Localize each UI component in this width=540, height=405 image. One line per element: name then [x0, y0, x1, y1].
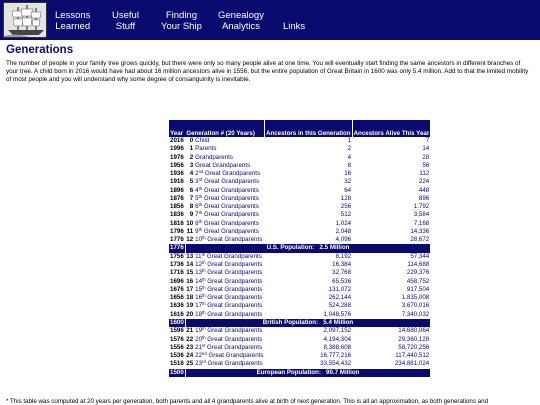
row-label-text: Great Grandparents [203, 227, 259, 235]
table-row [169, 145, 430, 153]
row-label-ordinal: 17 [195, 302, 203, 310]
row-year: 1736 [170, 261, 184, 268]
row-ancestors: 524,288 [328, 302, 352, 310]
row-label-text: Great Grandparents [207, 294, 263, 301]
row-ancestors: 256 [340, 203, 352, 210]
row-alive: 28 [422, 153, 430, 161]
table-row [169, 187, 430, 195]
row-generation-number: 10 [186, 219, 194, 227]
table-header-row [169, 120, 430, 137]
row-label-ordinal: 15 [195, 285, 203, 293]
row-alive: 458,752 [406, 277, 430, 285]
row-label-suffix: th [198, 218, 203, 224]
table-row [169, 195, 430, 203]
row-year: 1576 [170, 335, 184, 343]
row-label-ordinal: 5 [195, 194, 199, 202]
row-generation-number: 2 [189, 153, 194, 161]
row-generation-number: 4 [189, 170, 194, 177]
row-label-text: Great Grandparents [207, 302, 263, 310]
row-label-ordinal: 18 [195, 310, 203, 318]
row-year: 1756 [170, 252, 184, 260]
row-label-text: Great Grandparents [203, 219, 259, 227]
row-ancestors: 4,194,304 [323, 335, 352, 343]
row-label-ordinal: 7 [195, 211, 199, 219]
row-generation-number: 17 [186, 285, 194, 293]
row-ancestors: 16,384 [332, 261, 352, 268]
table-row [169, 228, 430, 236]
row-ancestors: 2,097,152 [323, 327, 352, 335]
row-label-ordinal: 4 [195, 186, 199, 194]
table-row [169, 302, 430, 310]
row-label-ordinal: 23 [195, 360, 203, 368]
page-title: Generations [6, 44, 74, 56]
population-label: British Population: [262, 318, 319, 326]
row-label-suffix: nd [198, 169, 204, 174]
row-label-ordinal: 2 [195, 170, 199, 177]
row-ancestors: 2 [347, 145, 352, 153]
row-year: 1776 [170, 236, 184, 243]
footnote: * This table was computed at 20 years per generation, both parents and all 4 grandparents alive at birth of next generation. This is all an approximation, as both generations and [6, 398, 489, 405]
table-row [169, 170, 430, 178]
row-alive: 14,680,064 [398, 327, 430, 335]
row-label-suffix: th [201, 251, 206, 257]
row-alive: 896 [418, 194, 430, 202]
table-row [169, 211, 430, 219]
row-alive: 1,792 [413, 203, 430, 210]
top-navbar [0, 0, 540, 40]
table-row [169, 344, 430, 352]
row-label-text: Great Grandparents [203, 211, 259, 219]
row-year: 1896 [170, 186, 184, 194]
table-row [169, 162, 430, 170]
row-alive: 58,720,256 [398, 343, 430, 351]
row-alive: 29,360,128 [398, 335, 430, 343]
row-generation-number: 16 [186, 277, 194, 285]
row-ancestors: 8,192 [335, 252, 352, 260]
row-ancestors: 32 [344, 178, 352, 186]
row-label-text: Great Grandparents [207, 277, 263, 285]
row-alive: 7,168 [413, 219, 430, 227]
row-generation-number: 6 [189, 186, 194, 194]
row-generation-number: 13 [186, 252, 194, 260]
row-year: 1696 [170, 277, 184, 285]
row-label-suffix: th [198, 193, 203, 199]
generations-table [169, 120, 430, 377]
population-cell [185, 369, 430, 378]
nav-genealogy-analytics[interactable]: Genealogy Analytics [218, 10, 264, 32]
row-label-ordinal: 12 [195, 261, 203, 268]
row-label-suffix: th [202, 293, 206, 298]
row-generation-number: 1 [189, 145, 194, 153]
row-year: 1536 [170, 352, 184, 359]
row-label-suffix: th [202, 276, 206, 282]
row-year: 1676 [170, 285, 184, 293]
table-row [169, 336, 430, 344]
table-row [169, 311, 430, 319]
row-alive: 7,340,032 [401, 310, 430, 318]
header-generation: Generation # (20 Years) [185, 120, 264, 137]
table-row [169, 278, 430, 286]
row-label-suffix: th [202, 334, 206, 340]
row-label-text: Great Grandparents [207, 236, 263, 243]
table-row [169, 178, 430, 186]
row-year: 1836 [170, 211, 184, 219]
row-label-text: Great Grandparents [207, 343, 263, 351]
row-alive: 448 [418, 186, 430, 194]
row-ancestors: 1,024 [335, 219, 352, 227]
row-year: 1816 [170, 219, 184, 227]
row-year: 1976 [170, 153, 184, 161]
row-generation-number: 9 [189, 211, 194, 219]
row-alive: 57,344 [410, 252, 430, 260]
row-label-text: Great Grandparents [207, 335, 263, 343]
row-label [194, 236, 264, 244]
row-alive: 229,376 [406, 269, 430, 277]
population-value: 90.7 Million [326, 368, 360, 376]
row-ancestors: 8 [347, 161, 352, 169]
row-label-text: Great Grandparents [203, 194, 259, 202]
row-alive: 112 [419, 170, 430, 177]
row-ancestors: 32,768 [332, 269, 352, 277]
row-label-suffix: nd [202, 351, 207, 356]
row-ancestors: 131,072 [328, 285, 352, 293]
nav-useful-stuff[interactable]: Useful Stuff [112, 10, 139, 32]
row-label [194, 154, 264, 162]
row-label-text: Great Grandparents [207, 327, 263, 335]
row-label [194, 178, 264, 186]
row-ancestors: 33,554,432 [320, 360, 352, 368]
row-label-text: Great Grandparents [203, 203, 259, 210]
row-label-ordinal: 9 [195, 227, 199, 235]
row-label [194, 187, 264, 195]
table-row [169, 352, 430, 360]
row-year: 1796 [170, 227, 184, 235]
row-ancestors: 65,536 [332, 277, 352, 285]
row-label-text: Great Grandparents [207, 261, 263, 268]
intro-paragraph: The number of people in your family tree grows quickly, but there were only so many people alive at one time. You will eventually start finding the same ancestors in different branches of your tree. A child born in 2016 would have had about 16 million ancestors alive in 1556, but the entire population of Great Britain in 1600 was only 5.4 million. Add to that the limited mobility of most people and you will understand why some degree of consanguinity is inevitable. [6, 60, 529, 84]
row-label-suffix: th [202, 268, 206, 274]
row-label-ordinal: 21 [195, 343, 203, 351]
row-label [194, 170, 264, 178]
row-year: 1916 [170, 178, 184, 186]
header-year: Year [169, 120, 185, 137]
row-alive: 28,672 [410, 236, 430, 243]
row-label-suffix: th [202, 284, 206, 290]
table-row [169, 294, 430, 302]
row-generation-number: 12 [186, 236, 194, 243]
row-label-text: Great Grandparents [207, 285, 263, 293]
population-year: 1500 [170, 368, 184, 376]
row-label-ordinal: 14 [195, 277, 203, 285]
row-label-ordinal: 10 [195, 236, 203, 243]
row-alive: 3,670,016 [401, 302, 430, 310]
row-alive: 7 [425, 137, 430, 144]
row-year: 2016 [170, 137, 184, 144]
row-label-ordinal: 6 [195, 203, 199, 210]
row-label-suffix: rd [202, 359, 206, 365]
row-label-suffix: st [202, 342, 206, 348]
table-row [169, 203, 430, 211]
row-label-ordinal: 22 [195, 352, 203, 359]
population-row [169, 369, 430, 378]
row-alive: 114,688 [407, 261, 430, 268]
table-row [169, 360, 430, 368]
row-label-ordinal: 16 [195, 294, 203, 301]
row-alive: 917,504 [406, 285, 430, 293]
table-row [169, 253, 430, 261]
header-alive: Ancestors Alive This Year [352, 120, 430, 137]
row-generation-number: 25 [186, 360, 194, 368]
row-label-suffix: th [202, 260, 206, 265]
row-generation-number: 15 [186, 269, 194, 277]
row-label-ordinal: 13 [195, 269, 203, 277]
row-alive: 224 [418, 178, 430, 186]
row-generation-number: 22 [186, 335, 194, 343]
row-year: 1876 [170, 194, 184, 202]
row-label-text: Great Grandparents [195, 161, 251, 169]
row-year: 1616 [170, 310, 184, 318]
row-label-ordinal: 20 [195, 335, 203, 343]
table-row [169, 220, 430, 228]
row-alive: 117,440,512 [395, 352, 430, 359]
row-year: 1856 [170, 203, 184, 210]
row-ancestors: 4,096 [335, 236, 352, 243]
row-label [194, 360, 264, 368]
row-label-text: Great Grandparents [205, 170, 261, 177]
nav-lessons-learned[interactable]: Lessons Learned [55, 10, 91, 32]
row-generation-number: 8 [189, 203, 194, 210]
row-year: 1956 [170, 161, 184, 169]
row-label-suffix: th [198, 185, 203, 191]
row-label-text: Child [195, 137, 210, 144]
row-label-suffix: rd [198, 177, 203, 183]
row-label-ordinal: 11 [195, 252, 202, 260]
row-label-text: Great Grandparents [204, 178, 260, 186]
row-ancestors: 16,777,216 [320, 352, 352, 359]
row-label-suffix: th [202, 309, 206, 315]
row-year: 1656 [170, 294, 184, 301]
row-generation-number: 19 [186, 302, 194, 310]
row-label [194, 145, 264, 153]
population-label: European Population: [256, 368, 321, 376]
row-year: 1636 [170, 302, 184, 310]
row-label [194, 203, 264, 211]
row-label-text: Grandparents [195, 153, 233, 161]
row-ancestors: 512 [340, 211, 352, 219]
population-label: U.S. Population: [266, 244, 315, 252]
row-label-text: Great Grandparents [208, 352, 264, 359]
table-row [169, 236, 430, 244]
row-label-text: Great Grandparents [207, 269, 263, 277]
table-row [169, 269, 430, 277]
nav-links[interactable]: Links [283, 21, 306, 32]
table-row [169, 286, 430, 294]
population-value: 2.5 Million [319, 244, 350, 252]
row-label-suffix: th [198, 210, 203, 216]
row-ancestors: 16 [344, 170, 352, 177]
table-row [169, 327, 430, 335]
population-year: 1600 [170, 318, 184, 326]
row-alive: 3,584 [413, 211, 430, 219]
row-label-ordinal: 8 [195, 219, 199, 227]
row-year: 1936 [170, 170, 184, 177]
population-value: 5.4 Million [323, 318, 354, 326]
row-label-text: Parents [195, 145, 217, 153]
row-label-suffix: th [198, 226, 203, 232]
row-generation-number: 24 [186, 352, 194, 359]
row-ancestors: 4 [347, 153, 352, 161]
row-label-ordinal: 3 [195, 178, 199, 186]
row-label-suffix: th [202, 235, 206, 240]
row-alive: 234,881,024 [394, 360, 430, 368]
row-alive: 56 [422, 161, 430, 169]
nav-finding-your-ship[interactable]: Finding Your Ship [161, 10, 202, 32]
population-row [169, 319, 430, 328]
row-label-text: Great Grandparents [206, 252, 262, 260]
row-generation-number: 14 [186, 261, 194, 268]
population-row [169, 244, 430, 253]
row-year: 1996 [170, 145, 184, 153]
table-row [169, 154, 430, 162]
row-label-text: Great Grandparents [207, 360, 263, 368]
row-alive: 14,336 [410, 227, 430, 235]
row-ancestors: 1 [347, 137, 352, 144]
row-label-suffix: th [198, 202, 203, 207]
row-ancestors: 128 [340, 194, 352, 202]
row-ancestors: 2,048 [335, 227, 352, 235]
row-generation-number: 11 [186, 227, 194, 235]
row-generation-number: 21 [186, 327, 194, 335]
row-ancestors: 262,144 [328, 294, 352, 301]
row-label [194, 211, 264, 219]
population-year: 1776 [170, 244, 184, 252]
row-year: 1596 [170, 327, 184, 335]
row-generation-number: 20 [186, 310, 194, 318]
row-label [194, 162, 264, 170]
population-cell [185, 319, 430, 328]
row-label-suffix: th [202, 301, 206, 307]
header-ancestors: Ancestors in this Generation [264, 120, 352, 137]
row-generation-number: 7 [189, 194, 194, 202]
row-label-ordinal: 19 [195, 327, 203, 335]
row-label [194, 195, 264, 203]
site-logo-ship-icon[interactable] [3, 2, 47, 38]
row-alive: 14 [422, 145, 430, 153]
row-year: 1556 [170, 343, 184, 351]
row-generation-number: 3 [189, 161, 194, 169]
table-row [169, 137, 430, 145]
row-ancestors: 8,388,608 [323, 343, 352, 351]
row-ancestors: 1,048,576 [323, 310, 352, 318]
row-label [194, 311, 264, 319]
row-label-suffix: th [202, 326, 206, 332]
row-label-text: Great Grandparents [207, 310, 263, 318]
row-alive: 1,835,008 [401, 294, 430, 301]
row-generation-number: 0 [189, 137, 194, 144]
row-label [194, 137, 264, 145]
row-year: 1516 [170, 360, 184, 368]
row-label-text: Great Grandparents [203, 186, 259, 194]
row-generation-number: 5 [189, 178, 194, 186]
row-generation-number: 18 [186, 294, 194, 301]
row-year: 1716 [170, 269, 184, 277]
table-row [169, 261, 430, 269]
population-cell [185, 244, 430, 253]
row-label [194, 220, 264, 228]
row-generation-number: 23 [186, 343, 194, 351]
row-ancestors: 64 [344, 186, 352, 194]
